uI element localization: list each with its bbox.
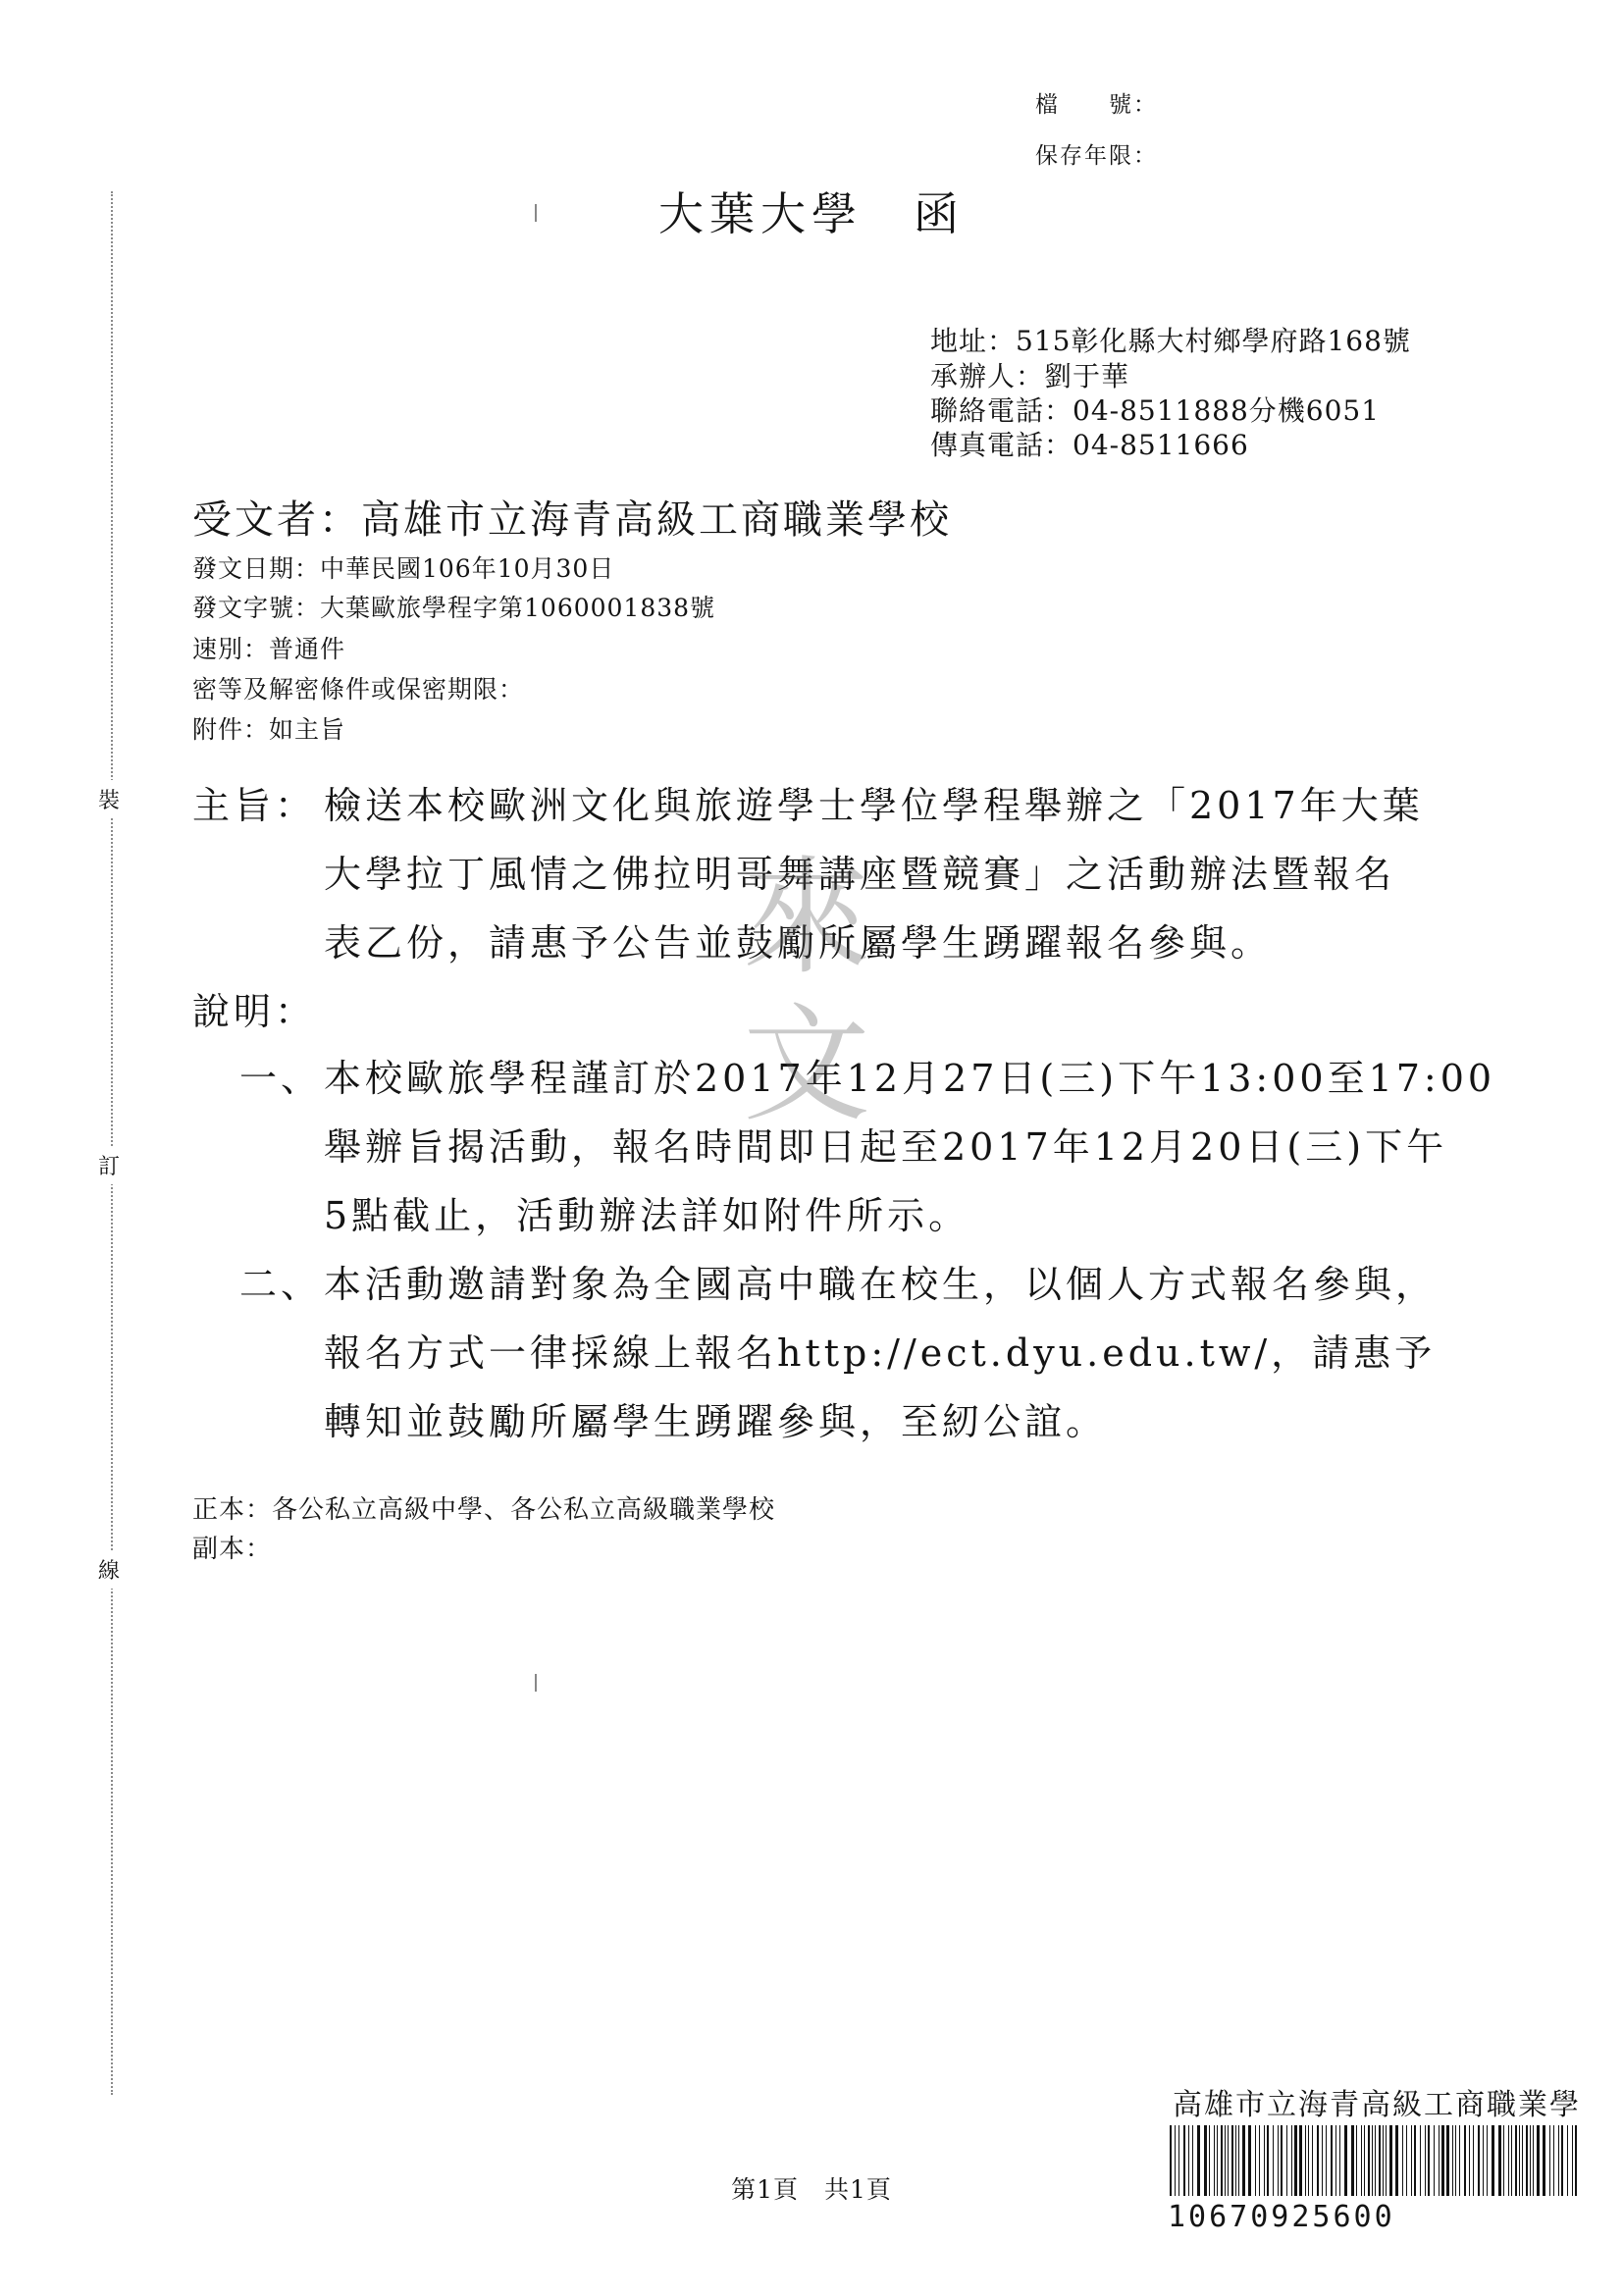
barcode-bar [1395,2125,1398,2196]
barcode-bar [1339,2125,1340,2196]
document-title: 大葉大學 函 [658,187,965,240]
barcode-bar [1473,2125,1474,2196]
barcode-bar [1228,2125,1229,2196]
sender-fax: 傳真電話：04-8511666 [930,429,1249,461]
barcode-bar [1386,2125,1387,2196]
barcode-bar [1572,2125,1573,2196]
barcode-bar [1278,2125,1279,2196]
explanation-item-number: 一、 [239,1057,323,1100]
margin-tick [535,204,537,222]
issue-date: 發文日期：中華民國106年10月30日 [192,554,615,583]
barcode-bar [1281,2125,1283,2196]
barcode-bar [1209,2125,1210,2196]
barcode-bar [1238,2125,1239,2196]
explanation-label: 說明： [192,990,317,1033]
barcode-bar [1305,2125,1306,2196]
barcode-bar [1225,2125,1226,2196]
barcode-bar [1364,2125,1365,2196]
barcode-bar [1530,2125,1531,2196]
barcode-bar [1188,2125,1189,2196]
barcode-bar [1231,2125,1233,2196]
barcode-bar [1439,2125,1440,2196]
barcode-bar [1558,2125,1559,2196]
barcode-bar [1533,2125,1534,2196]
barcode-bar [1508,2125,1509,2196]
receiving-school: 高雄市立海青高級工商職業學 [1173,2088,1581,2122]
barcode-bar [1322,2125,1323,2196]
barcode-bar [1368,2125,1370,2196]
stamp-char: 文 [742,990,870,1139]
sender-address: 地址：515彰化縣大村鄉學府路168號 [930,325,1411,357]
barcode [1168,2125,1580,2196]
barcode-bar [1351,2125,1354,2196]
binding-char: 裝 [98,780,120,818]
subject-label: 主旨： [192,784,317,827]
barcode-bar [1478,2125,1480,2196]
barcode-bar [1214,2125,1215,2196]
retention-period-label: 保存年限： [1035,143,1158,169]
barcode-bar [1441,2125,1444,2196]
barcode-bar [1446,2125,1449,2196]
sender-handler: 承辦人：劉于華 [930,360,1130,392]
binding-char: 訂 [98,1146,120,1184]
barcode-bar [1372,2125,1373,2196]
barcode-bar [1308,2125,1309,2196]
binding-char: 線 [98,1550,120,1589]
subject-line: 表乙份，請惠予公告並鼓勵所屬學生踴躍報名參與。 [324,921,1273,965]
recipient: 受文者：高雄市立海青高級工商職業學校 [192,497,952,543]
barcode-bar [1375,2125,1376,2196]
subject-line: 檢送本校歐洲文化與旅遊學士學位學程舉辦之「2017年大葉 [324,784,1424,827]
explanation-line: 本校歐旅學程謹訂於2017年12月27日(三)下午13:00至17:00 [324,1057,1496,1100]
barcode-bar [1522,2125,1523,2196]
barcode-bar [1503,2125,1504,2196]
barcode-bar [1411,2125,1412,2196]
barcode-bar [1326,2125,1327,2196]
barcode-bar [1483,2125,1484,2196]
barcode-bar [1549,2125,1550,2196]
barcode-bar [1515,2125,1517,2196]
barcode-bar [1567,2125,1568,2196]
attachment: 附件：如主旨 [192,715,346,744]
barcode-bar [1526,2125,1528,2196]
barcode-bar [1235,2125,1236,2196]
original-recipients: 正本：各公私立高級中學、各公私立高級職業學校 [192,1495,776,1525]
barcode-bar [1406,2125,1407,2196]
barcode-bar [1575,2125,1577,2196]
barcode-bar [1312,2125,1313,2196]
explanation-line: 報名方式一律採線上報名http://ect.dyu.edu.tw/，請惠予 [324,1331,1437,1375]
barcode-bar [1434,2125,1435,2196]
barcode-number: 10670925600 [1168,2200,1395,2234]
file-number-label: 檔 號： [1035,92,1158,118]
barcode-bar [1428,2125,1430,2196]
received-stamp [728,844,885,1138]
barcode-bar [1175,2125,1176,2196]
barcode-bar [1455,2125,1456,2196]
barcode-bar [1383,2125,1384,2196]
barcode-bar [1273,2125,1274,2196]
barcode-bar [1255,2125,1256,2196]
barcode-bar [1511,2125,1512,2196]
barcode-bar [1487,2125,1488,2196]
barcode-bar [1242,2125,1245,2196]
barcode-bar [1183,2125,1185,2196]
barcode-bar [1221,2125,1223,2196]
barcode-bar [1204,2125,1207,2196]
barcode-bar [1361,2125,1362,2196]
barcode-bar [1519,2125,1520,2196]
barcode-bar [1425,2125,1426,2196]
barcode-bar [1379,2125,1381,2196]
barcode-bar [1561,2125,1563,2196]
barcode-bar [1492,2125,1494,2196]
barcode-bar [1335,2125,1336,2196]
barcode-bar [1543,2125,1545,2196]
stamp-char: 來 [742,843,870,992]
barcode-bar [1286,2125,1287,2196]
barcode-bar [1420,2125,1421,2196]
barcode-bar [1464,2125,1466,2196]
barcode-bar [1498,2125,1501,2196]
barcode-bar [1469,2125,1470,2196]
margin-tick [535,1674,537,1692]
barcode-bar [1217,2125,1218,2196]
explanation-line: 舉辦旨揭活動，報名時間即日起至2017年12月20日(三)下午 [324,1125,1448,1169]
barcode-bar [1248,2125,1251,2196]
barcode-bar [1553,2125,1554,2196]
copy-recipients: 副本： [192,1535,273,1564]
explanation-item-number: 二、 [239,1263,323,1306]
barcode-bar [1170,2125,1172,2196]
explanation-line: 本活動邀請對象為全國高中職在校生，以個人方式報名參與， [324,1263,1438,1306]
secrecy-level: 密等及解密條件或保密期限： [192,675,525,704]
barcode-bar [1402,2125,1403,2196]
barcode-bar [1299,2125,1302,2196]
barcode-bar [1537,2125,1540,2196]
document-number: 發文字號：大葉歐旅學程字第1060001838號 [192,594,716,622]
barcode-bar [1452,2125,1453,2196]
barcode-bar [1291,2125,1292,2196]
delivery-speed: 速別：普通件 [192,635,346,663]
page-number: 第1頁 共1頁 [731,2175,892,2204]
binding-margin-line [111,191,113,2095]
barcode-bar [1389,2125,1392,2196]
barcode-bar [1197,2125,1200,2196]
explanation-line: 5點截止，活動辦法詳如附件所示。 [324,1194,970,1237]
barcode-bar [1344,2125,1347,2196]
barcode-bar [1178,2125,1179,2196]
barcode-bar [1259,2125,1260,2196]
barcode-bar [1294,2125,1297,2196]
barcode-bar [1192,2125,1193,2196]
explanation-line: 轉知並鼓勵所屬學生踴躍參與，至紉公誼。 [324,1400,1108,1443]
barcode-bar [1331,2125,1333,2196]
barcode-bar [1264,2125,1265,2196]
subject-line: 大學拉丁風情之佛拉明哥舞講座暨競賽」之活動辦法暨報名 [324,853,1396,896]
barcode-bar [1317,2125,1319,2196]
barcode-bar [1356,2125,1357,2196]
barcode-bar [1459,2125,1460,2196]
barcode-bar [1267,2125,1269,2196]
sender-phone: 聯絡電話：04-8511888分機6051 [930,394,1381,427]
barcode-bar [1414,2125,1416,2196]
